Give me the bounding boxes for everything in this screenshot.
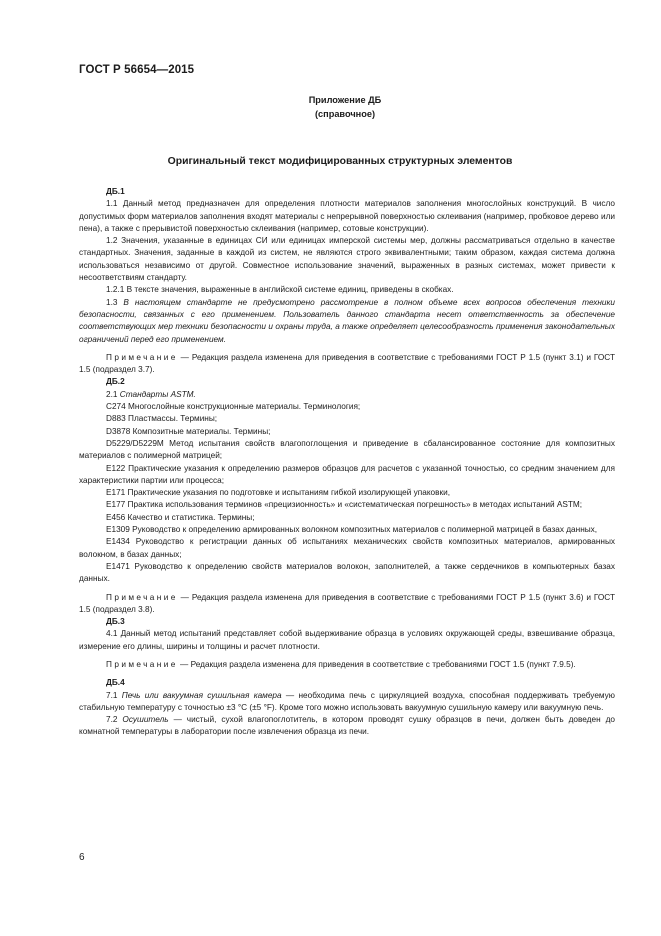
db3-heading: ДБ.3 <box>106 617 125 627</box>
note-label: Примечание <box>106 352 178 362</box>
astm-item: E1434 Руководство к регистрации данных об испытаниях механических свойств композитных материалов, армированных волокном, в базах данных; <box>79 537 615 559</box>
db4-heading: ДБ.4 <box>106 678 125 688</box>
astm-item: E456 Качество и статистика. Термины; <box>106 512 255 522</box>
paragraph-1-1: 1.1 Данный метод предназначен для определения плотности материалов заполнения многослойных конструкций. В число допустимых форм материалов заполнения входят материалы с непрерывной поверхностью склеивания (например, пробковое дерево или пена), а также с прерывистой поверхностью склеивания (например, сотовые конструкции). <box>79 199 615 233</box>
note-db1 <box>79 352 615 377</box>
paragraph-7-1-term: Печь или вакуумная сушильная камера <box>121 690 282 700</box>
annex-title: Приложение ДБ <box>308 95 382 105</box>
astm-item: E171 Практические указания по подготовке и испытаниям гибкой изолирующей упаковки, <box>106 488 450 498</box>
paragraph-7-2-text: — чистый, сухой влагопоглотитель, в котором проводят сушку образцов в печи, должен быть доведен до комнатной температуры в лаборатории после извлечения образца из печи. <box>79 715 615 737</box>
astm-item: E1309 Руководство к определению армированных волокном композитных материалов с полимерной матрицей в базах данных, <box>106 525 598 535</box>
astm-item: E122 Практические указания к определению размеров образцов для расчетов с указанной точностью, со средним значением для характеристики партии или процесса; <box>79 463 615 485</box>
astm-item: D883 Пластмассы. Термины; <box>106 414 218 424</box>
db2-heading: ДБ.2 <box>106 377 125 387</box>
note-label: Примечание <box>106 659 178 669</box>
note-db3 <box>79 659 615 671</box>
paragraph-7-2 <box>79 714 615 739</box>
note-label: Примечание <box>106 592 178 602</box>
paragraph-1-2: 1.2 Значения, указанные в единицах СИ или единицах имперской системы мер, должны рассматриваться отдельно в качестве стандартных. Значения, заданные в каждой из систем, не являются строго эквивалентными; таким образом, каждая система должна использоваться независимо от другой. Совместное использование значений, выраженных в разных системах, может привести к несоответствиям стандарту. <box>79 236 615 283</box>
paragraph-1-3-number: 1.3 <box>106 297 118 307</box>
page-number: 6 <box>79 852 85 863</box>
astm-item: C274 Многослойные конструкционные материалы. Терминология; <box>106 402 361 412</box>
paragraph-2-1-text: Стандарты ASTM. <box>119 389 196 399</box>
section-title: Оригинальный текст модифицированных структурных элементов <box>167 156 513 167</box>
paragraph-1-3-text: В настоящем стандарте не предусмотрено рассмотрение в полном объеме всех вопросов обеспечения техники безопасности, связанных с его применением. Пользователь данного стандарта несет ответственность за обеспечение соответствующих мер техники безопасности и охраны труда, а также определяет целесообразность применения законодательных ограничений перед его применением. <box>79 297 615 344</box>
astm-item: E177 Практика использования терминов «прецизионность» и «систематическая погрешность» в методах испытаний ASTM; <box>106 500 583 510</box>
astm-item: E1471 Руководство к определению свойств материалов волокон, заполнителей, а также сердечников в компьютерных базах данных. <box>79 561 615 584</box>
paragraph-7-1-text: — необходима печь с циркуляцией воздуха, способная поддерживать требуемую стабильную температуру с точностью ±3 °С (±5 °F). Кроме того можно использовать вакуумную сушильную камеру или вакуумную печь. <box>79 690 615 712</box>
note-text: — Редакция раздела изменена для приведения в соответствие с требованиями ГОСТ 1.5 (пункт 7.9.5). <box>177 659 576 669</box>
annex-subtitle: (справочное) <box>314 109 375 119</box>
note-text: — Редакция раздела изменена для приведения в соответствие с требованиями ГОСТ Р 1.5 (пункт 3.6) и ГОСТ 1.5 (подраздел 3.8). <box>79 592 615 614</box>
paragraph-1-2-1: 1.2.1 В тексте значения, выраженные в английской системе единиц, приведены в скобках. <box>106 285 454 295</box>
paragraph-4-1: 4.1 Данный метод испытаний представляет собой выдерживание образца в условиях окружающей среды, взвешивание образца, измерение его длины, ширины и толщины и расчет плотности. <box>79 629 615 651</box>
paragraph-2-1 <box>79 389 615 401</box>
paragraph-1-3 <box>79 297 615 346</box>
paragraph-2-1-number: 2.1 <box>106 389 118 399</box>
paragraph-7-2-number: 7.2 <box>106 715 118 725</box>
astm-item: D3878 Композитные материалы. Термины; <box>106 426 271 436</box>
note-db2 <box>79 592 615 617</box>
paragraph-7-2-term: Осушитель <box>122 715 169 725</box>
note-text: — Редакция раздела изменена для приведения в соответствие с требованиями ГОСТ Р 1.5 (пункт 3.1) и ГОСТ 1.5 (подраздел 3.7). <box>79 352 615 375</box>
document-body <box>79 186 615 739</box>
astm-item: D5229/D5229M Метод испытания свойств влагопоглощения и приведение в сбалансированное состояние для композитных материалов с полимерной матрицей; <box>79 438 615 461</box>
db1-heading: ДБ.1 <box>106 187 125 196</box>
paragraph-7-1-number: 7.1 <box>106 690 118 700</box>
document-header: ГОСТ Р 56654—2015 <box>79 64 195 76</box>
paragraph-7-1 <box>79 690 615 715</box>
